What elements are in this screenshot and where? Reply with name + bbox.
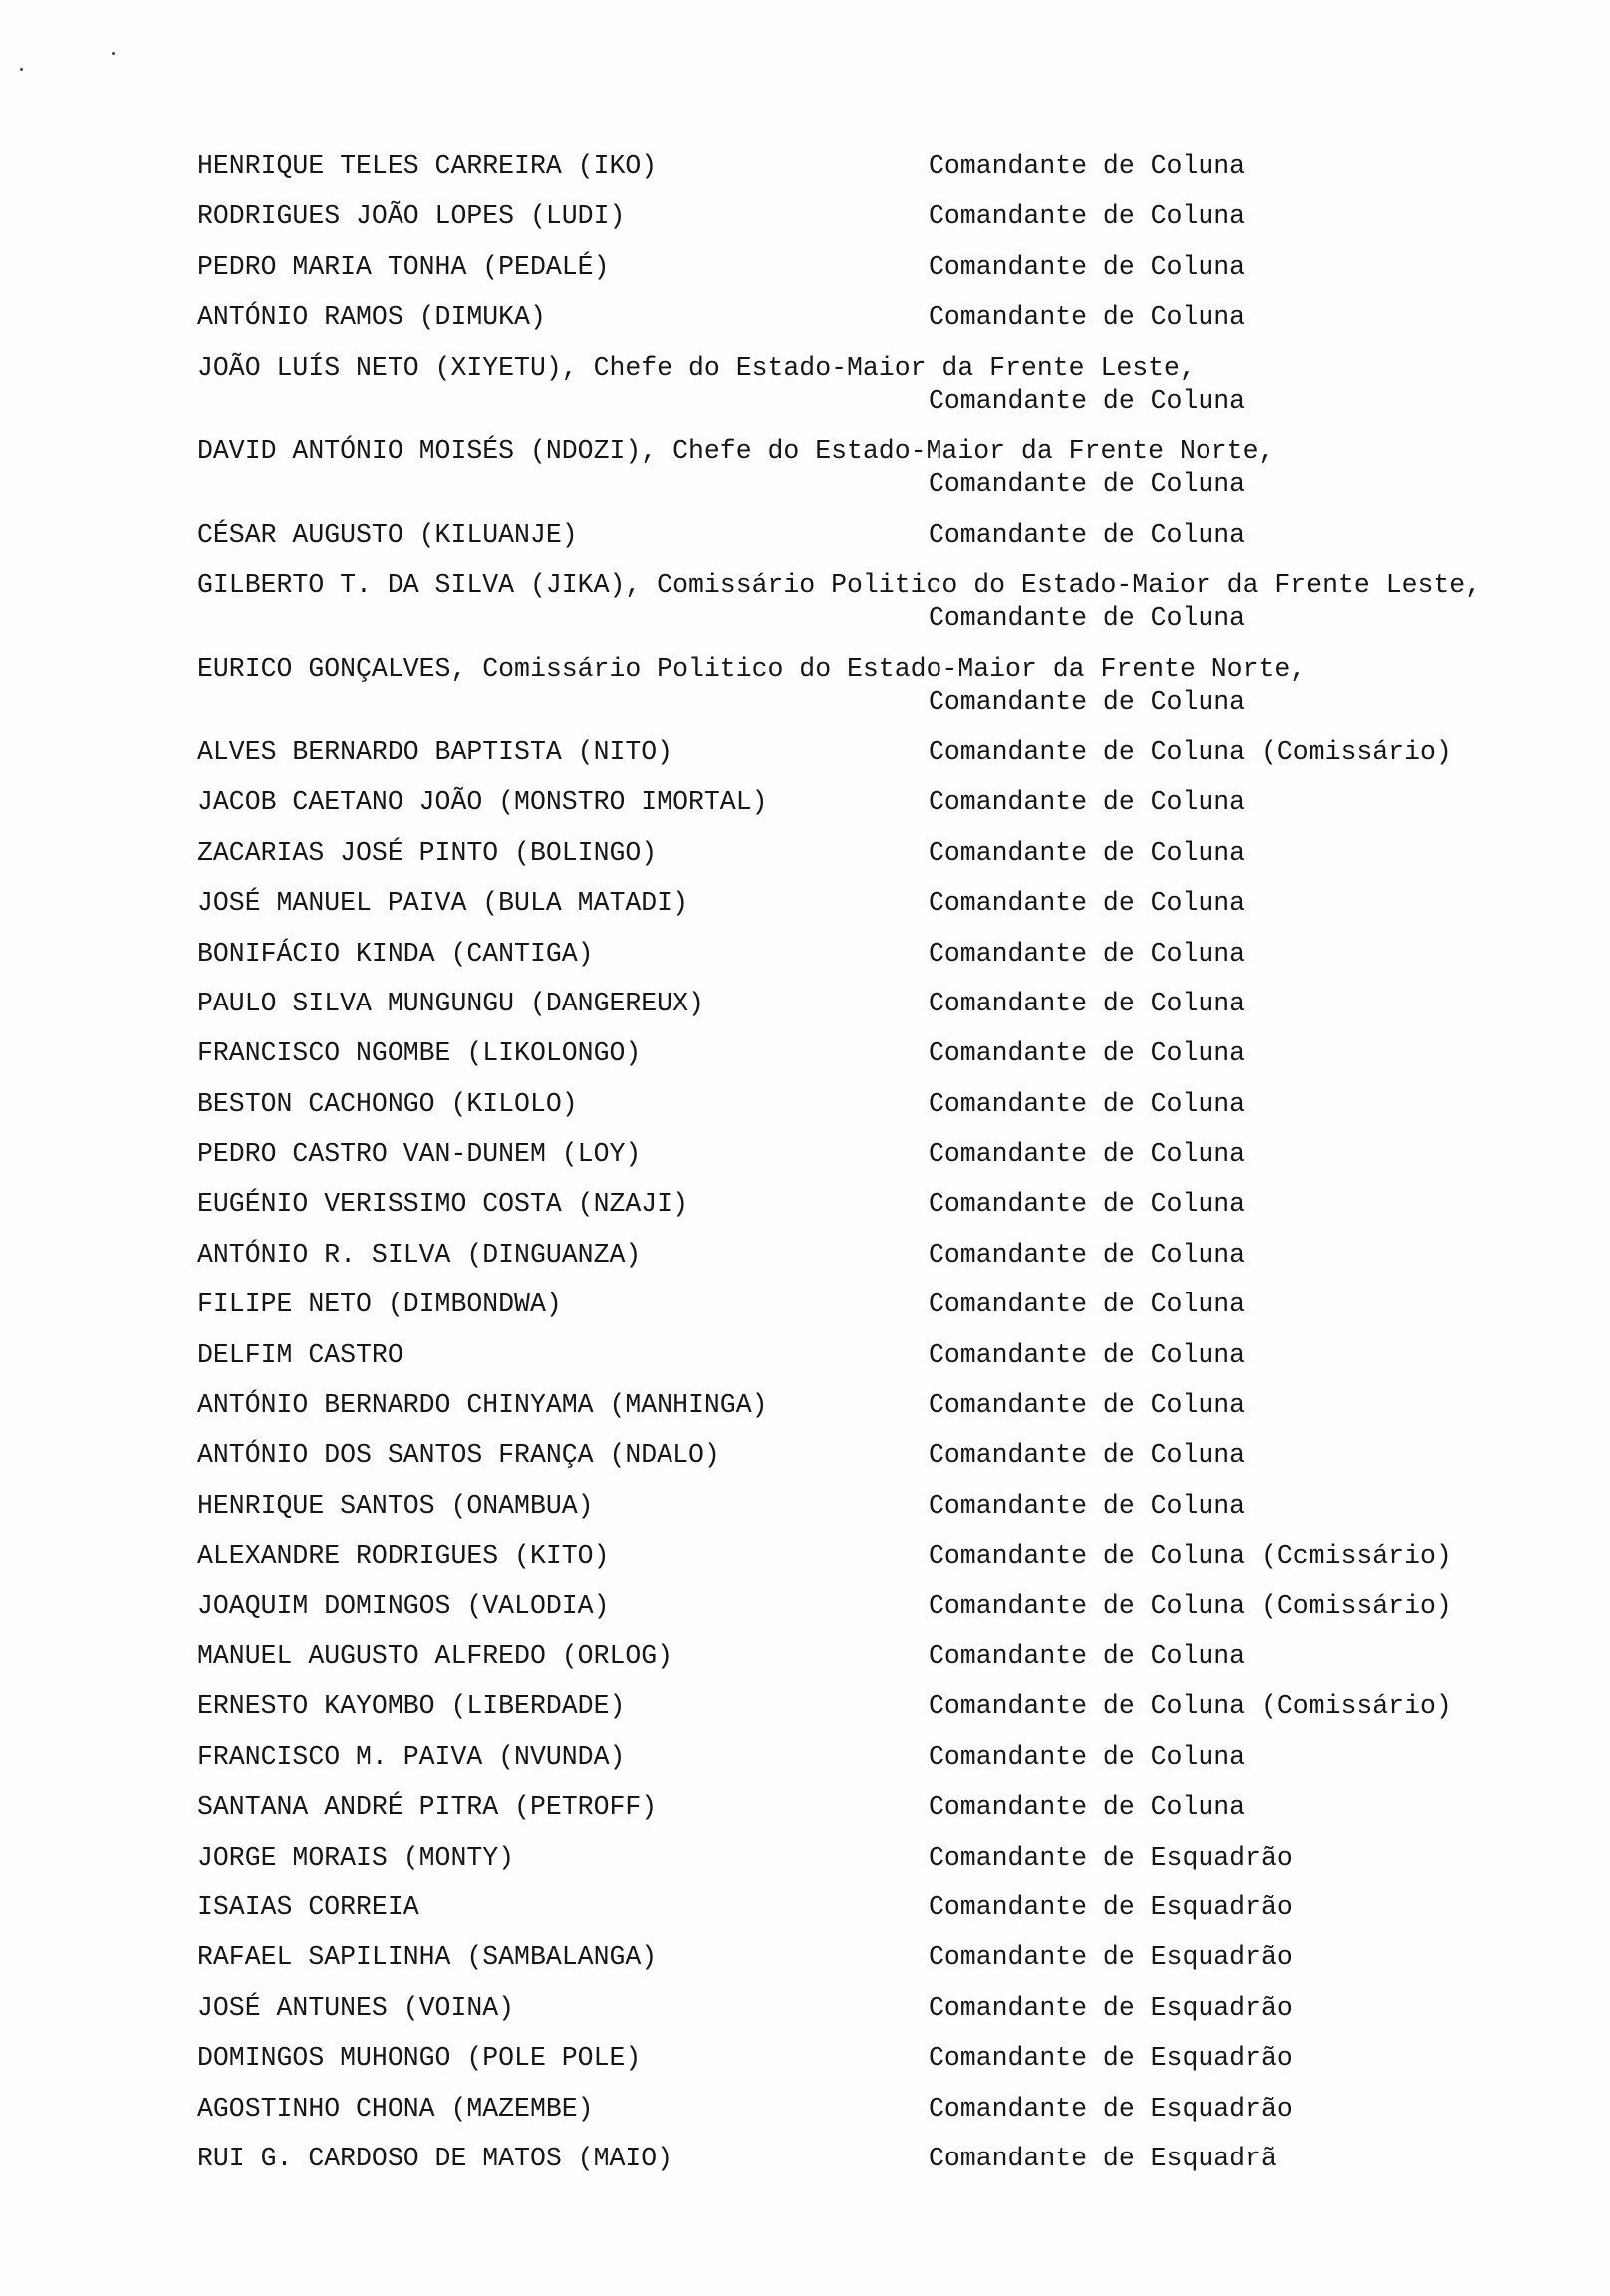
person-role: Comandante de Coluna [929, 1339, 1246, 1370]
list-item [197, 1689, 1592, 1739]
person-role: Comandante de Coluna [929, 302, 1246, 333]
list-item [197, 149, 1592, 199]
person-role: Comandante de Coluna [929, 1139, 1246, 1170]
person-name: ANTÓNIO RAMOS (DIMUKA) [197, 302, 546, 333]
person-name: HENRIQUE TELES CARREIRA (IKO) [197, 151, 658, 181]
list-item [197, 1288, 1592, 1337]
person-name: FRANCISCO NGOMBE (LIKOLONGO) [197, 1038, 642, 1069]
list-item [197, 735, 1592, 785]
list-item [197, 1137, 1592, 1187]
person-name: JACOB CAETANO JOÃO (MONSTRO IMORTAL) [197, 787, 768, 818]
person-name: RUI G. CARDOSO DE MATOS (MAIO) [197, 2143, 673, 2173]
list-item [197, 1388, 1592, 1438]
person-name: ALEXANDRE RODRIGUES (KITO) [197, 1541, 610, 1572]
person-name: BESTON CACHONGO (KILOLO) [197, 1088, 578, 1119]
person-role: Comandante de Coluna (Comissário) [929, 736, 1452, 767]
list-item [197, 1639, 1592, 1689]
person-role: Comandante de Coluna [929, 787, 1246, 818]
person-role: Comandante de Coluna (Ccmissário) [929, 1541, 1452, 1572]
list-item [197, 886, 1592, 936]
person-role: Comandante de Esquadrão [929, 1891, 1293, 1922]
list-item [197, 1841, 1592, 1890]
person-role: Comandante de Coluna [929, 988, 1246, 1018]
person-name: ANTÓNIO DOS SANTOS FRANÇA (NDALO) [197, 1440, 720, 1471]
person-role: Comandante de Coluna [929, 519, 1246, 550]
person-role: Comandante de Coluna [929, 1741, 1246, 1772]
list-item [197, 1238, 1592, 1288]
person-role: Comandante de Coluna [929, 385, 1246, 416]
person-role: Comandante de Esquadrão [929, 1992, 1293, 2023]
person-name: PEDRO CASTRO VAN-DUNEM (LOY) [197, 1139, 642, 1170]
list-item [197, 1338, 1592, 1388]
person-name: ANTÓNIO BERNARDO CHINYAMA (MANHINGA) [197, 1390, 768, 1421]
scan-speck [112, 52, 115, 55]
list-item [197, 1087, 1592, 1137]
person-role: Comandante de Coluna [929, 201, 1246, 232]
person-name: DELFIM CASTRO [197, 1339, 403, 1370]
person-name: JOSÉ ANTUNES (VOINA) [197, 1992, 515, 2023]
person-role: Comandante de Esquadrão [929, 2093, 1293, 2124]
person-name: DOMINGOS MUHONGO (POLE POLE) [197, 2043, 642, 2074]
list-item [197, 2142, 1592, 2191]
person-role: Comandante de Coluna [929, 1038, 1246, 1069]
list-item [197, 1036, 1592, 1086]
person-name: EUGÉNIO VERISSIMO COSTA (NZAJI) [197, 1189, 688, 1220]
person-name: HENRIQUE SANTOS (ONAMBUA) [197, 1490, 594, 1521]
person-role: Comandante de Coluna [929, 1440, 1246, 1471]
scan-speck [20, 68, 23, 71]
person-role: Comandante de Coluna [929, 602, 1246, 633]
person-name: AGOSTINHO CHONA (MAZEMBE) [197, 2093, 594, 2124]
person-role: Comandante de Coluna [929, 1792, 1246, 1823]
personnel-list [197, 149, 1592, 2191]
person-name: GILBERTO T. DA SILVA (JIKA), Comissário Politico do Estado-Maior da Frente Leste, [197, 569, 1481, 600]
list-item [197, 1991, 1592, 2041]
list-item [197, 1438, 1592, 1488]
person-role: Comandante de Coluna [929, 1490, 1246, 1521]
person-name: RODRIGUES JOÃO LOPES (LUDI) [197, 201, 626, 232]
list-item [197, 250, 1592, 300]
person-name: EURICO GONÇALVES, Comissário Politico do Estado-Maior da Frente Norte, [197, 653, 1307, 684]
list-item [197, 1187, 1592, 1237]
person-name: ISAIAS CORREIA [197, 1891, 419, 1922]
person-role: Comandante de Esquadrã [929, 2143, 1277, 2173]
list-item [197, 937, 1592, 987]
list-item [197, 1489, 1592, 1539]
list-item [197, 2041, 1592, 2091]
person-name: PAULO SILVA MUNGUNGU (DANGEREUX) [197, 988, 704, 1018]
person-role: Comandante de Coluna [929, 1640, 1246, 1671]
list-item [197, 300, 1592, 350]
person-name: MANUEL AUGUSTO ALFREDO (ORLOG) [197, 1640, 673, 1671]
person-name: FILIPE NETO (DIMBONDWA) [197, 1290, 562, 1320]
list-item [197, 836, 1592, 886]
person-name: CÉSAR AUGUSTO (KILUANJE) [197, 519, 578, 550]
person-role: Comandante de Coluna [929, 1088, 1246, 1119]
person-name: FRANCISCO M. PAIVA (NVUNDA) [197, 1741, 626, 1772]
list-item [197, 2092, 1592, 2142]
list-item [197, 785, 1592, 835]
person-name: JOAQUIM DOMINGOS (VALODIA) [197, 1590, 610, 1621]
list-item [197, 518, 1592, 568]
person-name: JORGE MORAIS (MONTY) [197, 1842, 515, 1872]
person-name: DAVID ANTÓNIO MOISÉS (NDOZI), Chefe do Estado-Maior da Frente Norte, [197, 435, 1275, 466]
person-role: Comandante de Coluna (Comissário) [929, 1590, 1452, 1621]
person-role: Comandante de Coluna [929, 251, 1246, 282]
list-item [197, 351, 1592, 434]
list-item [197, 987, 1592, 1036]
person-role: Comandante de Coluna [929, 468, 1246, 499]
list-item [197, 1890, 1592, 1940]
person-role: Comandante de Coluna [929, 837, 1246, 868]
person-role: Comandante de Coluna [929, 686, 1246, 717]
person-name: JOSÉ MANUEL PAIVA (BULA MATADI) [197, 888, 688, 919]
list-item [197, 568, 1592, 652]
person-role: Comandante de Coluna [929, 151, 1246, 181]
person-role: Comandante de Esquadrão [929, 2043, 1293, 2074]
person-role: Comandante de Coluna [929, 888, 1246, 919]
person-name: PEDRO MARIA TONHA (PEDALÉ) [197, 251, 610, 282]
person-role: Comandante de Coluna [929, 1239, 1246, 1270]
list-item [197, 199, 1592, 249]
person-name: RAFAEL SAPILINHA (SAMBALANGA) [197, 1942, 658, 1973]
person-name: JOÃO LUÍS NETO (XIYETU), Chefe do Estado-Maior da Frente Leste, [197, 352, 1196, 383]
person-name: ERNESTO KAYOMBO (LIBERDADE) [197, 1691, 626, 1722]
list-item [197, 652, 1592, 735]
person-name: ALVES BERNARDO BAPTISTA (NITO) [197, 736, 673, 767]
person-role: Comandante de Esquadrão [929, 1842, 1293, 1872]
person-name: BONIFÁCIO KINDA (CANTIGA) [197, 938, 594, 969]
person-role: Comandante de Coluna [929, 938, 1246, 969]
list-item [197, 1790, 1592, 1840]
list-item [197, 1740, 1592, 1790]
person-name: ANTÓNIO R. SILVA (DINGUANZA) [197, 1239, 642, 1270]
list-item [197, 1940, 1592, 1990]
list-item [197, 1539, 1592, 1588]
person-role: Comandante de Coluna (Comissário) [929, 1691, 1452, 1722]
list-item [197, 434, 1592, 518]
person-role: Comandante de Esquadrão [929, 1942, 1293, 1973]
person-name: ZACARIAS JOSÉ PINTO (BOLINGO) [197, 837, 658, 868]
person-role: Comandante de Coluna [929, 1189, 1246, 1220]
list-item [197, 1589, 1592, 1639]
person-role: Comandante de Coluna [929, 1390, 1246, 1421]
person-role: Comandante de Coluna [929, 1290, 1246, 1320]
person-name: SANTANA ANDRÉ PITRA (PETROFF) [197, 1792, 658, 1823]
